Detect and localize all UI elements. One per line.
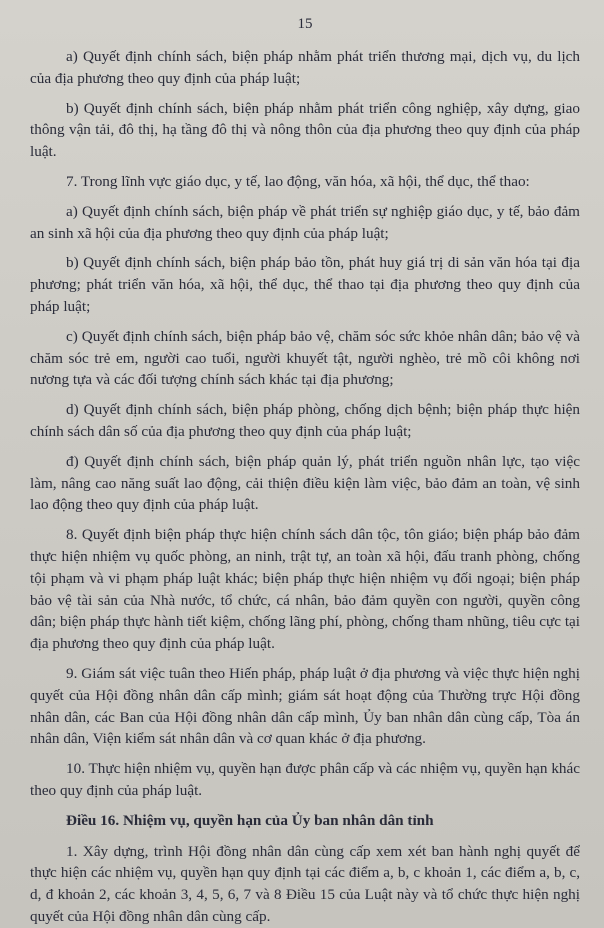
article-16-heading: Điều 16. Nhiệm vụ, quyền hạn của Ủy ban nhân dân tỉnh bbox=[66, 811, 434, 829]
page-number: 15 bbox=[297, 16, 313, 32]
paragraph-8: 8. Quyết định biện pháp thực hiện chính sách dân tộc, tôn giáo; biện pháp bảo đảm thực hiện nhiệm vụ quốc phòng, an ninh, trật tự, an toàn xã hội, đấu tranh phòng, chống tội phạm và vi phạm pháp luật khác; biện pháp thực hiện nhiệm vụ đối ngoại; biện pháp bảo vệ tài sản của Nhà nước, tổ chức, cá nhân, bảo đảm quyền con người, quyền công dân; biện pháp thực hành tiết kiệm, chống lãng phí, phòng, chống tham nhũng, tiêu cực tại địa phương theo quy định của pháp luật. bbox=[30, 526, 580, 653]
paragraph-10: 10. Thực hiện nhiệm vụ, quyền hạn được phân cấp và các nhiệm vụ, quyền hạn khác theo quy định của pháp luật. bbox=[30, 760, 580, 799]
paragraph-7c: c) Quyết định chính sách, biện pháp bảo vệ, chăm sóc sức khỏe nhân dân; bảo vệ và chăm sóc trẻ em, người cao tuổi, người khuyết tật, người nghèo, trẻ mồ côi không nơi nương tựa và các đối tượng chính sách khác tại địa phương; bbox=[30, 327, 580, 389]
paragraph-6a: a) Quyết định chính sách, biện pháp nhằm phát triển thương mại, dịch vụ, du lịch của địa phương theo quy định của pháp luật; bbox=[30, 48, 580, 87]
paragraph-7dd: đ) Quyết định chính sách, biện pháp quản lý, phát triển nguồn nhân lực, tạo việc làm, nâng cao năng suất lao động, cải thiện điều kiện làm việc, bảo đảm an toàn, vệ sinh lao động theo quy định của pháp luật. bbox=[30, 452, 580, 514]
article-16-paragraph-1: 1. Xây dựng, trình Hội đồng nhân dân cùng cấp xem xét ban hành nghị quyết để thực hiện các nhiệm vụ, quyền hạn quy định tại các điểm a, b, c khoản 1, các điểm a, b, c, d, đ khoản 2, các khoản 3, 4, 5, 6, 7 và 8 Điều 15 của Luật này và tổ chức thực hiện nghị quyết của Hội đồng nhân dân cùng cấp. bbox=[30, 842, 580, 925]
paragraph-7d: d) Quyết định chính sách, biện pháp phòng, chống dịch bệnh; biện pháp thực hiện chính sách dân số của địa phương theo quy định của pháp luật; bbox=[30, 401, 580, 440]
paragraph-9: 9. Giám sát việc tuân theo Hiến pháp, pháp luật ở địa phương và việc thực hiện nghị quyết của Hội đồng nhân dân cấp mình; giám sát hoạt động của Thường trực Hội đồng nhân dân, các Ban của Hội đồng nhân dân cấp mình, Ủy ban nhân dân cùng cấp, Tòa án nhân dân, Viện kiểm sát nhân dân và cơ quan khác ở địa phương. bbox=[30, 664, 580, 748]
paragraph-7b: b) Quyết định chính sách, biện pháp bảo tồn, phát huy giá trị di sản văn hóa tại địa phương; phát triển văn hóa, xã hội, thể dục, thể thao tại địa phương theo quy định của pháp luật; bbox=[30, 254, 580, 315]
paragraph-7: 7. Trong lĩnh vực giáo dục, y tế, lao động, văn hóa, xã hội, thể dục, thể thao: bbox=[66, 172, 530, 190]
paragraph-7a: a) Quyết định chính sách, biện pháp về phát triển sự nghiệp giáo dục, y tế, bảo đảm an sinh xã hội của địa phương theo quy định của pháp luật; bbox=[30, 202, 580, 242]
paragraph-6b: b) Quyết định chính sách, biện pháp nhằm phát triển công nghiệp, xây dựng, giao thông vận tải, đô thị, hạ tầng đô thị và nông thôn của địa phương theo quy định của pháp luật. bbox=[30, 99, 580, 161]
